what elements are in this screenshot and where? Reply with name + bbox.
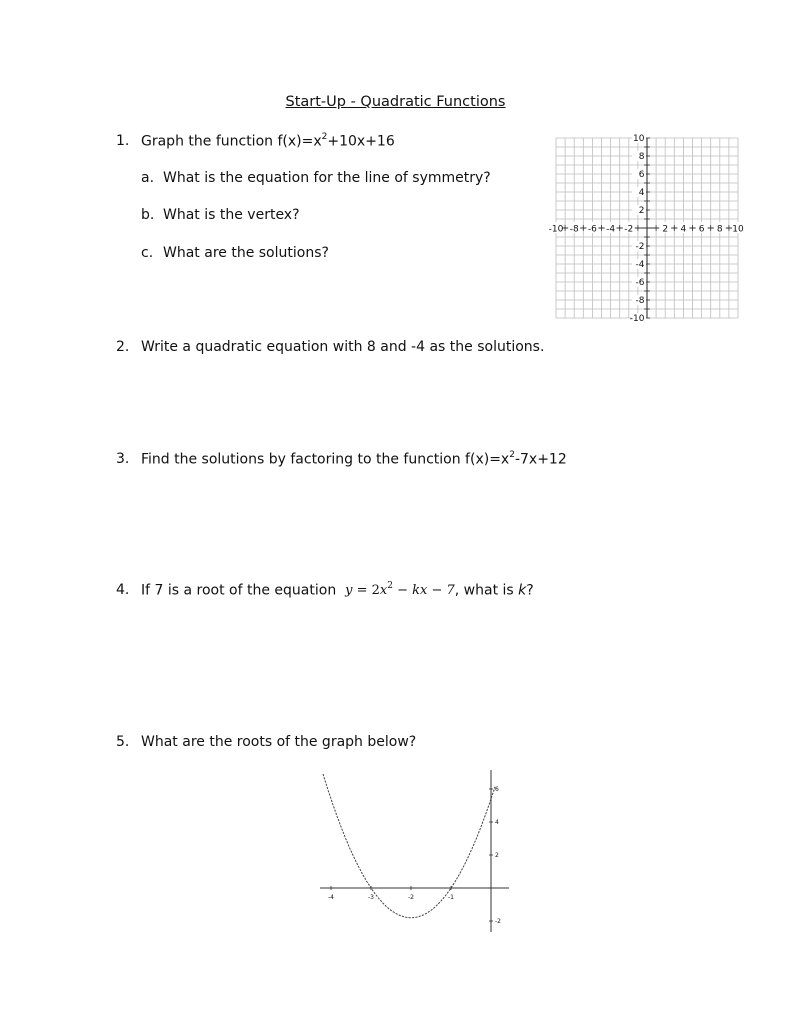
question-text: If 7 is a root of the equation $y = 2x^2$ − kx − 7, what is k?	[141, 581, 534, 599]
x-tick-label: -8	[569, 224, 579, 235]
part-text: What is the vertex?	[163, 207, 300, 223]
x-tick-label: 10	[732, 224, 744, 235]
question-number: 5.	[116, 734, 130, 750]
question-number: 4.	[116, 582, 130, 598]
part-letter: c.	[141, 245, 154, 261]
y-tick-label: -2	[635, 242, 645, 253]
question-number: 1.	[116, 133, 130, 149]
y-tick-label: -4	[635, 260, 645, 271]
x-tick-label: -6	[587, 224, 597, 235]
y-tick-label: 2	[495, 852, 499, 859]
y-tick-label: 8	[638, 152, 645, 163]
equation: $y = 2x^2$ − kx − 7	[345, 581, 455, 599]
y-tick-label: 2	[638, 206, 645, 217]
question-text: Find the solutions by factoring to the function $f(x)=x^2-7x+12$	[141, 450, 567, 468]
part-letter: a.	[141, 170, 155, 186]
coordinate-grid	[548, 133, 742, 323]
x-tick-label: 6	[698, 224, 705, 235]
part-text: What is the equation for the line of symmetry?	[163, 170, 491, 186]
variable-k: k	[518, 582, 527, 599]
y-tick-label: 4	[495, 819, 499, 826]
page-title: Start-Up - Quadratic Functions	[285, 94, 506, 110]
y-tick-label: -2	[495, 918, 501, 925]
x-tick-label: -2	[624, 224, 634, 235]
part-letter: b.	[141, 207, 155, 223]
x-tick-label: -1	[448, 894, 454, 901]
x-tick-label: -3	[368, 894, 374, 901]
parabola-graph	[315, 768, 515, 934]
y-tick-label: 4	[638, 188, 645, 199]
question-number: 2.	[116, 339, 130, 355]
x-tick-label: -10	[548, 224, 564, 235]
y-tick-label: 10	[633, 134, 645, 145]
y-tick-label: -8	[635, 296, 645, 307]
y-tick-label: -10	[629, 314, 645, 325]
question-text: What are the roots of the graph below?	[141, 734, 417, 750]
x-tick-label: 8	[716, 224, 723, 235]
x-tick-label: -2	[408, 894, 414, 901]
y-tick-label: -6	[635, 278, 645, 289]
y-tick-label: 6	[638, 170, 645, 181]
part-text: What are the solutions?	[163, 245, 329, 261]
question-text: Write a quadratic equation with 8 and -4 as the solutions.	[141, 339, 545, 355]
x-tick-label: 2	[662, 224, 669, 235]
x-tick-label: -4	[328, 894, 334, 901]
x-tick-label: 4	[680, 224, 687, 235]
question-text: Graph the function $f(x)=x^2+10x+16$	[141, 132, 395, 150]
question-number: 3.	[116, 451, 130, 467]
y-tick-label: 6	[495, 786, 499, 793]
x-tick-label: -4	[606, 224, 616, 235]
